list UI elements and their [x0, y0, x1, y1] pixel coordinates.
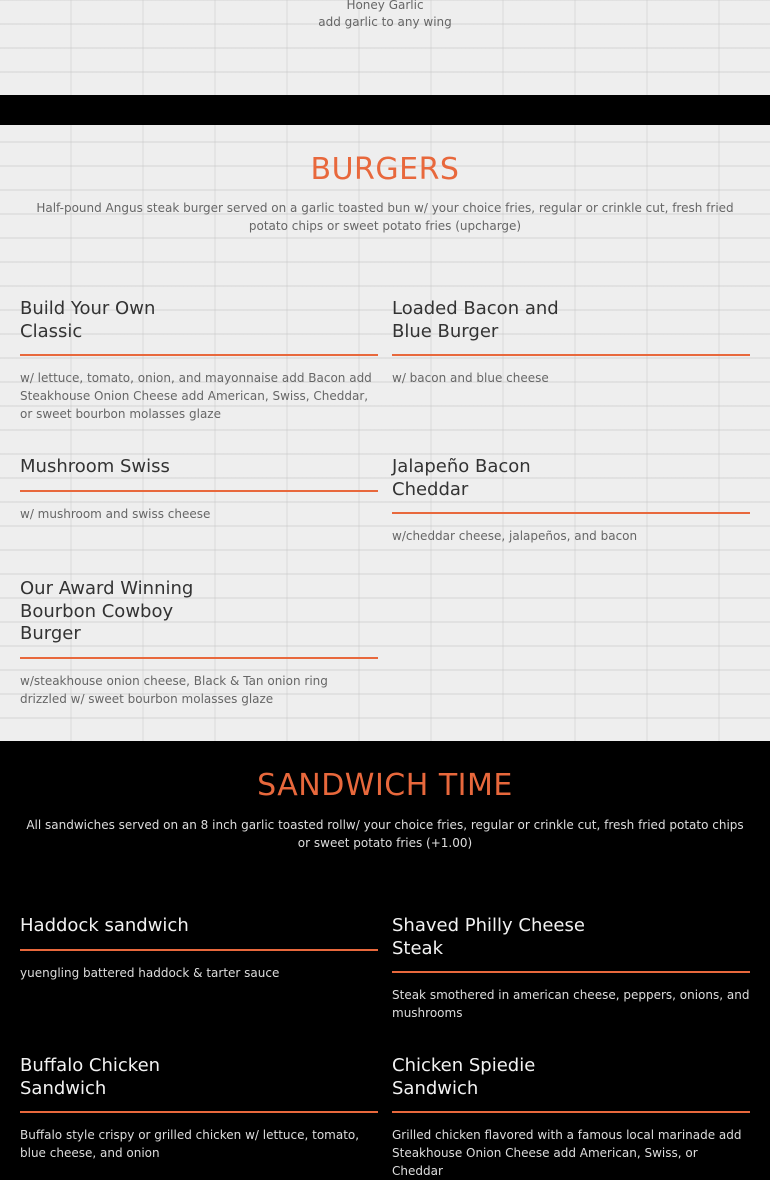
- menu-item-name: Mushroom Swiss: [20, 456, 170, 477]
- menu-item-divider: [20, 657, 378, 659]
- menu-item-divider: [20, 354, 378, 356]
- menu-item-name: Build Your Own Classic: [20, 298, 156, 342]
- menu-item-description: w/cheddar cheese, jalapeños, and bacon: [392, 529, 638, 543]
- wing-flavor-honey-garlic: Honey Garlic: [346, 0, 424, 12]
- menu-item: [392, 915, 750, 1022]
- menu-item-name: Haddock sandwich: [20, 915, 189, 936]
- sandwich-title: SANDWICH TIME: [257, 768, 513, 803]
- menu-item-description: w/ mushroom and swiss cheese: [20, 506, 211, 521]
- menu-item-name: Loaded Bacon and Blue Burger: [392, 298, 559, 342]
- section-divider: [0, 95, 770, 125]
- menu-item-description: yuengling battered haddock & tarter sauce: [20, 965, 280, 980]
- menu-item-description: Buffalo style crispy or grilled chicken w/ lettuce, tomato, blue cheese, and onion: [20, 1128, 360, 1160]
- menu-item-description: w/ bacon and blue cheese: [392, 371, 549, 385]
- burgers-title: BURGERS: [310, 152, 460, 187]
- menu-item: [20, 1055, 378, 1162]
- menu-item-description: Grilled chicken flavored with a famous local marinade add Steakhouse Onion Cheese add American, Swiss, or Cheddar: [392, 1128, 742, 1178]
- menu-item: [20, 456, 378, 523]
- menu-item: [392, 456, 750, 545]
- menu-item-divider: [392, 512, 750, 514]
- menu-item: [392, 1055, 750, 1180]
- wing-garlic-note: add garlic to any wing: [318, 15, 452, 29]
- menu-item-divider: [20, 490, 378, 492]
- menu-item-divider: [392, 354, 750, 356]
- sandwich-section: [0, 741, 770, 1178]
- menu-item-name: Jalapeño Bacon Cheddar: [392, 456, 531, 500]
- menu-item-description: w/ lettuce, tomato, onion, and mayonnaise add Bacon add Steakhouse Onion Cheese add American, Swiss, Cheddar, or sweet bourbon molasses glaze: [20, 371, 372, 421]
- menu-item-divider: [20, 1111, 378, 1113]
- burgers-section: [0, 125, 770, 741]
- menu-item-name: Our Award Winning Bourbon Cowboy Burger: [20, 578, 194, 644]
- sandwich-description: All sandwiches served on an 8 inch garlic toasted rollw/ your choice fries, regular or crinkle cut, fresh fried potato chips or sweet potato fries (+1.00): [26, 818, 744, 850]
- menu-item-name: Shaved Philly Cheese Steak: [392, 915, 585, 959]
- menu-item-description: Steak smothered in american cheese, peppers, onions, and mushrooms: [392, 988, 750, 1020]
- menu-item-name: Buffalo Chicken Sandwich: [20, 1055, 161, 1099]
- menu-item: [20, 298, 378, 423]
- menu-item-description: w/steakhouse onion cheese, Black & Tan onion ring drizzled w/ sweet bourbon molasses glaze: [20, 673, 328, 706]
- menu-item-divider: [392, 971, 750, 973]
- menu-item: [20, 578, 378, 708]
- menu-item: [392, 298, 750, 387]
- menu-item-divider: [20, 949, 378, 951]
- menu-item-name: Chicken Spiedie Sandwich: [392, 1055, 536, 1099]
- burgers-description: Half-pound Angus steak burger served on a garlic toasted bun w/ your choice fries, regular or crinkle cut, fresh fried potato chips or sweet potato fries (upcharge): [36, 201, 734, 233]
- wings-section-tail: [0, 0, 770, 95]
- menu-item: [20, 915, 378, 982]
- menu-item-divider: [392, 1111, 750, 1113]
